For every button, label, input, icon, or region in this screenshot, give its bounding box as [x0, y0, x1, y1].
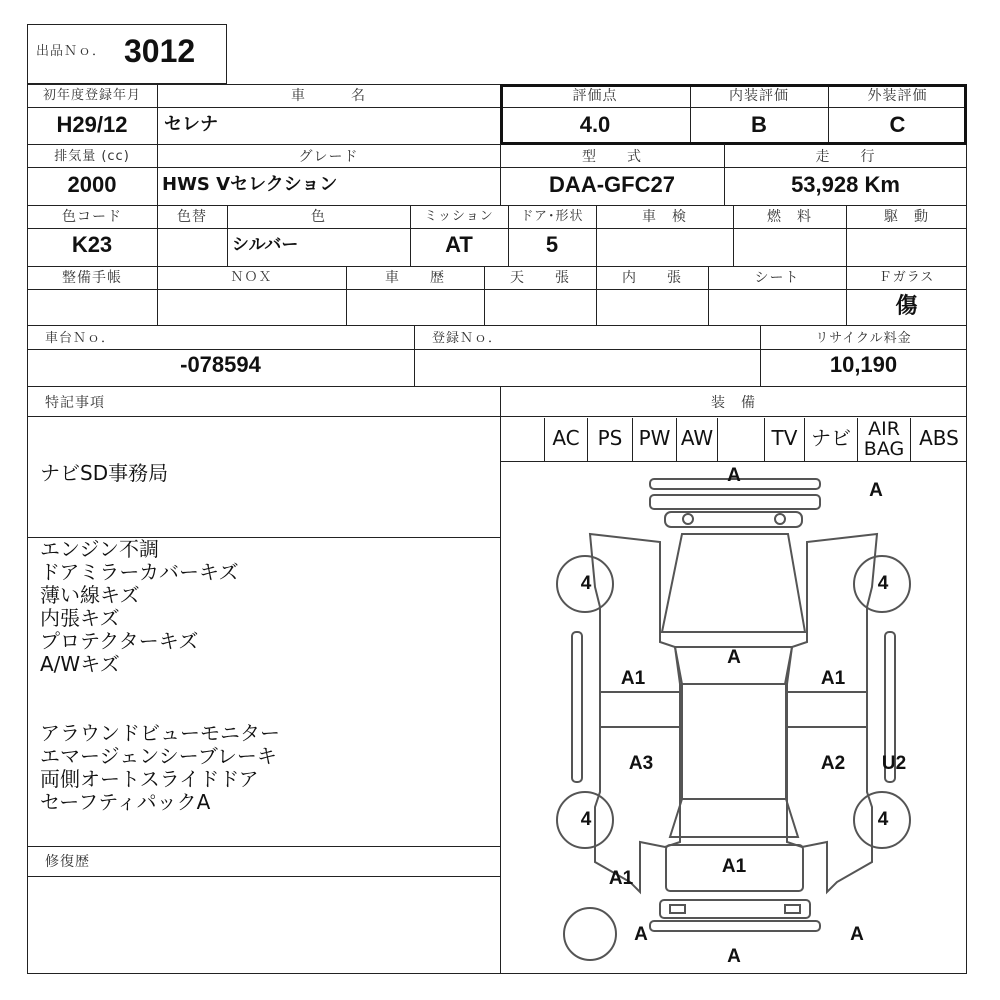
recycle-label: リサイクル料金 [815, 331, 912, 346]
mark-tire-fl: 4 [580, 573, 592, 594]
color-code-label: 色コード [62, 209, 122, 225]
mark-rear-hatch: A1 [721, 856, 747, 877]
listing-number-box [27, 24, 227, 84]
mark-rear-right-corner: A [850, 924, 864, 945]
mark-front-bumper: A [727, 465, 741, 486]
equipment-cell: AIR BAG [857, 418, 910, 461]
equipment-cell: PW [632, 418, 676, 461]
mark-hood: A [727, 647, 741, 668]
door-value: 5 [545, 232, 559, 257]
rear-bumper-upper [660, 900, 810, 918]
door-label: ドア･形状 [520, 209, 584, 224]
grade-value: HWS Vセレクション [162, 174, 338, 195]
roof-label: 天 張 [510, 270, 570, 286]
name-value: セレナ [164, 114, 218, 135]
left-rocker-shape [572, 632, 582, 782]
plate-label: 登録Ｎｏ． [432, 331, 503, 346]
equipment-cell: ナビ [804, 418, 857, 461]
rear-bumper-lower [650, 921, 820, 931]
fglass-label: Ｆガラス [878, 270, 935, 285]
repaint-label: 色替 [177, 209, 207, 225]
reg-label: 初年度登録年月 [42, 88, 141, 103]
remarks-block2: エンジン不調 ドアミラーカバーキズ 薄い線キズ 内張キズ プロテクターキズ A/Wキズ アラウンドビューモニター エマージェンシーブレーキ 両側オートスライドドア セーフティパックA [40, 537, 280, 814]
recycle-value: 10,190 [829, 352, 898, 377]
fuel-label: 燃 料 [767, 209, 812, 225]
interior-value: B [751, 112, 767, 137]
displacement-label: 排気量 (cc) [54, 149, 130, 164]
mark-front-right-corner: A [869, 480, 883, 501]
exterior-label: 外装評価 [867, 88, 928, 104]
inner-label: 内 張 [622, 270, 682, 286]
equipment-cell: AW [676, 418, 717, 461]
vehicle-damage-diagram [500, 462, 967, 974]
mission-value: AT [445, 232, 473, 257]
interior-label: 内装評価 [729, 88, 789, 104]
mark-right-rocker: U2 [881, 753, 907, 774]
mileage-value: 53,928 Km [791, 172, 900, 197]
mark-rear-left-quarter: A1 [608, 868, 634, 889]
mark-right-door: A2 [820, 753, 846, 774]
mark-front-left-fender: A1 [620, 668, 646, 689]
color-value: シルバー [232, 235, 299, 255]
exterior-value: C [889, 112, 906, 137]
inspection-label: 車 検 [642, 209, 687, 225]
drive-label: 駆 動 [884, 209, 929, 225]
equipment-label: 装 備 [711, 395, 756, 411]
listing-number-value: 3012 [124, 33, 196, 69]
name-label: 車 名 [291, 88, 366, 104]
fglass-value: 傷 [895, 293, 918, 318]
mark-left-door: A3 [628, 753, 654, 774]
equipment-cell: TV [764, 418, 804, 461]
mileage-label: 走 行 [815, 149, 876, 165]
equipment-cell: ABS [910, 418, 967, 461]
chassis-value: -078594 [180, 352, 261, 377]
color-label: 色 [311, 209, 326, 225]
windshield-shape [662, 534, 805, 632]
remarks-line1: ナビSD事務局 [40, 461, 169, 485]
roof-shape [682, 684, 786, 799]
equipment-cell: PS [587, 418, 632, 461]
nox-label: ＮＯＸ [230, 270, 273, 285]
mark-tire-fr: 4 [877, 573, 889, 594]
equipment-cell [500, 418, 544, 461]
mark-rear-bumper: A [727, 946, 741, 967]
repair-label: 修復歴 [45, 854, 90, 870]
manual-label: 整備手帳 [62, 270, 122, 286]
equipment-cell: AC [544, 418, 587, 461]
score-value: 4.0 [579, 112, 611, 137]
displacement-value: 2000 [67, 172, 117, 197]
history-label: 車 歴 [385, 270, 445, 286]
mark-tire-rl: 4 [580, 809, 592, 830]
mark-rear-left-corner: A [634, 924, 648, 945]
mark-tire-rr: 4 [877, 809, 889, 830]
front-grille-shape [650, 495, 820, 509]
grade-label: グレード [298, 149, 359, 165]
color-code-value: K23 [71, 232, 113, 257]
reg-value: H29/12 [56, 112, 128, 137]
equipment-cell [717, 418, 764, 461]
remarks-label: 特記事項 [45, 395, 105, 411]
model-value: DAA-GFC27 [549, 172, 675, 197]
rear-glass-shape [670, 799, 798, 837]
score-label: 評価点 [572, 88, 618, 104]
chassis-label: 車台Ｎｏ． [45, 331, 116, 346]
mark-front-right-fender: A1 [820, 668, 846, 689]
mission-label: ミッション [424, 209, 494, 224]
spare-tire [564, 908, 616, 960]
listing-number-label: 出品Ｎｏ． [36, 44, 107, 59]
model-label: 型 式 [582, 149, 642, 165]
seat-label: シート [754, 270, 800, 286]
